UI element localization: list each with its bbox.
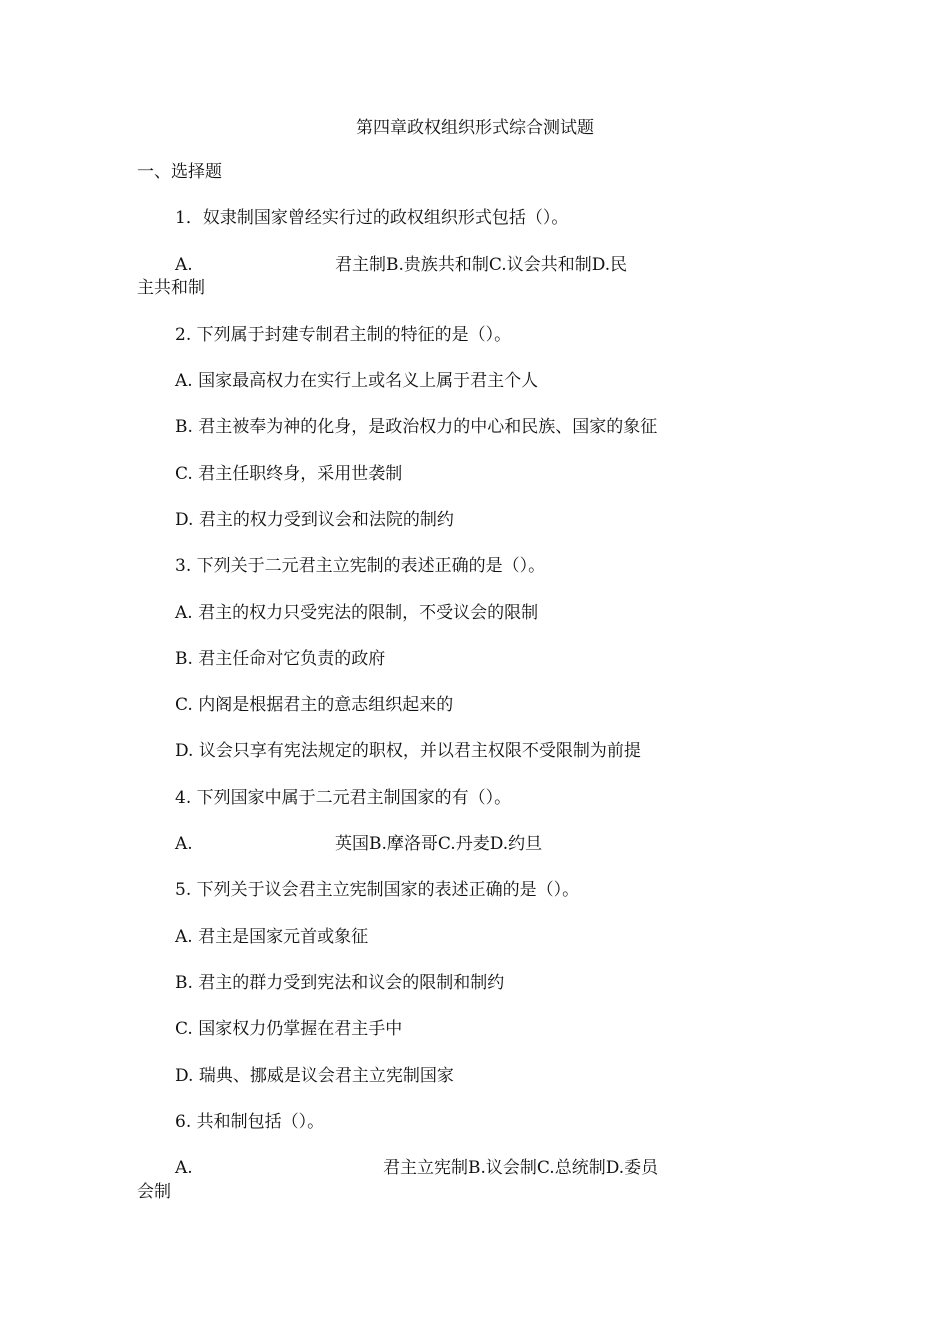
question-1-options: 君主制B.贵族共和制C.议会共和制D.民 [335, 255, 628, 275]
question-3-stem: 3. 下列关于二元君主立宪制的表述正确的是（）。 [175, 556, 546, 576]
question-2-stem: 2. 下列属于封建专制君主制的特征的是（）。 [175, 325, 512, 345]
question-2-option-c: C. 君主任职终身，采用世袭制 [175, 464, 403, 484]
question-4-options: 英国B.摩洛哥C.丹麦D.约旦 [335, 834, 543, 854]
question-6-option-label: A. [175, 1158, 193, 1178]
question-3-option-c: C. 内阁是根据君主的意志组织起来的 [175, 695, 454, 715]
question-6-stem: 6. 共和制包括（）。 [175, 1112, 325, 1132]
question-5-option-d: D. 瑞典、挪威是议会君主立宪制国家 [175, 1066, 454, 1086]
question-6-options: 君主立宪制B.议会制C.总统制D.委员 [383, 1158, 659, 1178]
question-5-option-a: A. 君主是国家元首或象征 [175, 927, 369, 947]
question-3-option-a: A. 君主的权力只受宪法的限制，不受议会的限制 [175, 603, 539, 623]
page-title: 第四章政权组织形式综合测试题 [356, 118, 594, 138]
question-3-option-b: B. 君主任命对它负责的政府 [175, 649, 386, 669]
question-6-options-tail: 会制 [137, 1182, 171, 1202]
question-2-option-b: B. 君主被奉为神的化身，是政治权力的中心和民族、国家的象征 [175, 417, 658, 437]
question-4-stem: 4. 下列国家中属于二元君主制国家的有（）。 [175, 788, 512, 808]
question-1-stem: 1．奴隶制国家曾经实行过的政权组织形式包括（）。 [175, 208, 569, 228]
question-5-option-b: B. 君主的群力受到宪法和议会的限制和制约 [175, 973, 505, 993]
section-heading: 一、选择题 [137, 162, 222, 182]
question-2-option-d: D. 君主的权力受到议会和法院的制约 [175, 510, 454, 530]
question-5-stem: 5. 下列关于议会君主立宪制国家的表述正确的是（）。 [175, 880, 580, 900]
question-3-option-d: D. 议会只享有宪法规定的职权，并以君主权限不受限制为前提 [175, 741, 641, 761]
question-4-option-label: A. [175, 834, 193, 854]
question-2-option-a: A. 国家最高权力在实行上或名义上属于君主个人 [175, 371, 539, 391]
question-1-option-label: A. [175, 255, 193, 275]
question-5-option-c: C. 国家权力仍掌握在君主手中 [175, 1019, 403, 1039]
question-1-options-tail: 主共和制 [137, 278, 205, 298]
